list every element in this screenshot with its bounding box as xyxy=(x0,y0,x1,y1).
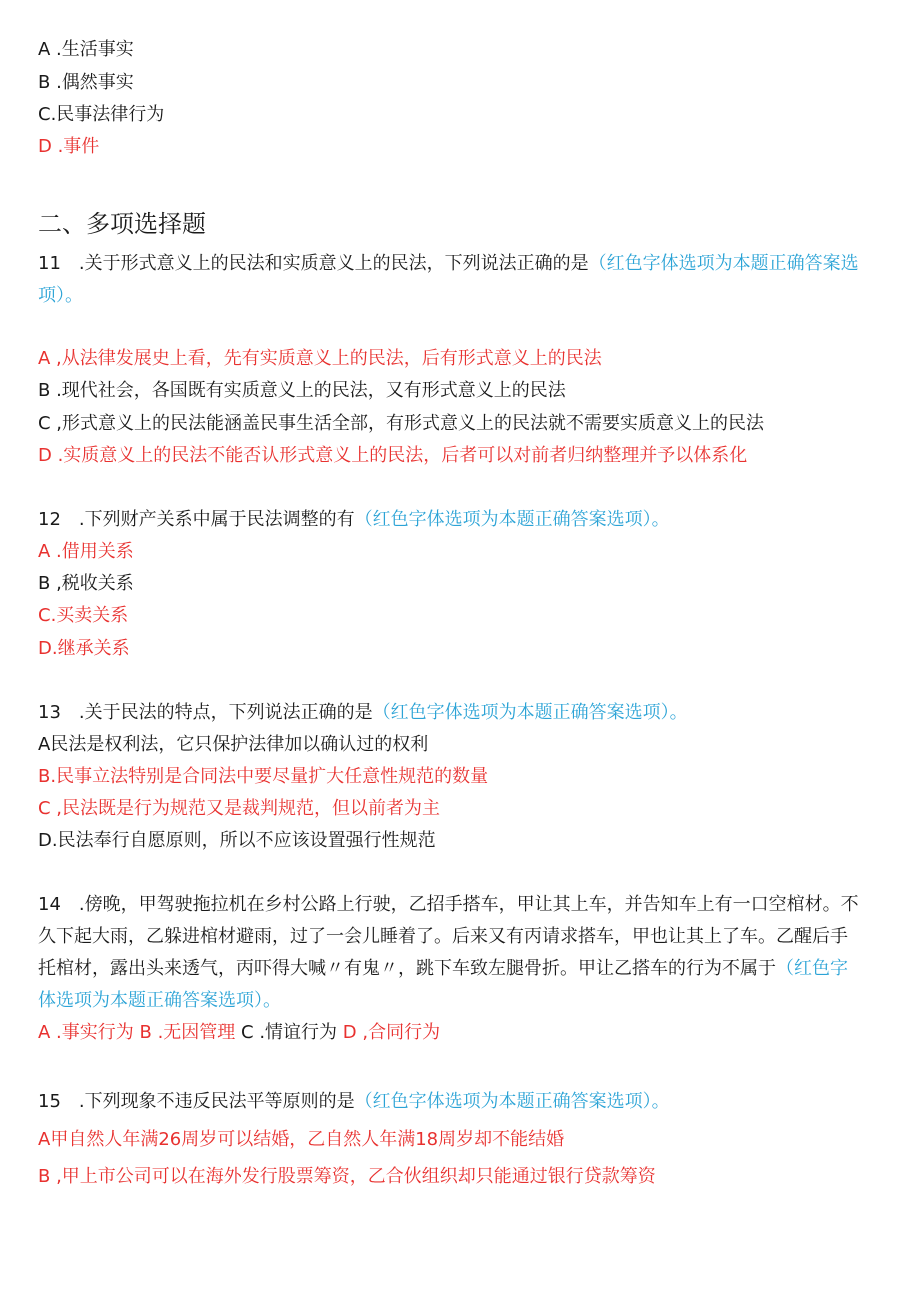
q12-stem-text: 12 .下列财产关系中属于民法调整的有 xyxy=(38,509,355,530)
q12-hint: （红色字体选项为本题正确答案选项）。 xyxy=(354,509,670,530)
q11-stem-text: 11 .关于形式意义上的民法和实质意义上的民法，下列说法正确的是 xyxy=(38,253,589,274)
q13-hint: （红色字体选项为本题正确答案选项）。 xyxy=(372,702,688,723)
q12-option-b: B ,税收关系 xyxy=(38,573,134,594)
q15-option-b: B ,甲上市公司可以在海外发行股票筹资，乙合伙组织却只能通过银行贷款筹资 xyxy=(38,1166,656,1187)
q14-stem-line2: 久下起大雨，乙躲进棺材避雨，过了一会儿睡着了。后来又有丙请求搭车，甲也让其上了车。乙醒后手 xyxy=(38,926,848,947)
prev-option-a: A .生活事实 xyxy=(38,39,134,60)
prev-option-b: B .偶然事实 xyxy=(38,72,134,93)
q13-stem xyxy=(38,697,688,729)
q14-option-a: A .事实行为 xyxy=(38,1022,134,1043)
q11-option-c: C ,形式意义上的民法能涵盖民事生活全部，有形式意义上的民法就不需要实质意义上的民法 xyxy=(38,413,765,434)
q14-stem-line3 xyxy=(38,953,848,985)
q14-option-c: C .情谊行为 xyxy=(241,1022,338,1043)
q13-option-d: D.民法奉行自愿原则，所以不应该设置强行性规范 xyxy=(38,830,436,851)
q11-hint-cont: 项）。 xyxy=(38,285,83,306)
q11-option-b: B .现代社会，各国既有实质意义上的民法，又有形式意义上的民法 xyxy=(38,380,566,401)
q13-stem-text: 13 .关于民法的特点，下列说法正确的是 xyxy=(38,702,373,723)
q11-hint: （红色字体选项为本题正确答案选 xyxy=(588,253,859,274)
q11-option-a: A ,从法律发展史上看，先有实质意义上的民法，后有形式意义上的民法 xyxy=(38,348,602,369)
q14-stem-line3-text: 托棺材，露出头来透气，丙吓得大喊〃有鬼〃，跳下车致左腿骨折。甲让乙搭车的行为不属于 xyxy=(38,958,776,979)
q12-option-d: D.继承关系 xyxy=(38,638,130,659)
q14-hint: （红色字 xyxy=(776,958,848,979)
q13-option-a: A民法是权利法，它只保护法律加以确认过的权利 xyxy=(38,734,429,755)
section-heading: 二、多项选择题 xyxy=(38,210,206,238)
q13-option-c: C ,民法既是行为规范又是裁判规范，但以前者为主 xyxy=(38,798,441,819)
q15-hint: （红色字体选项为本题正确答案选项）。 xyxy=(354,1091,670,1112)
q12-stem xyxy=(38,504,670,536)
q15-option-a: A甲自然人年满26周岁可以结婚，乙自然人年满18周岁却不能结婚 xyxy=(38,1129,565,1150)
q15-stem-text: 15 .下列现象不违反民法平等原则的是 xyxy=(38,1091,355,1112)
q13-option-b: B.民事立法特别是合同法中要尽量扩大任意性规范的数量 xyxy=(38,766,489,787)
q12-option-c: C.买卖关系 xyxy=(38,605,129,626)
q12-option-a: A .借用关系 xyxy=(38,541,134,562)
q14-options xyxy=(38,1017,440,1049)
q14-stem-line1: 14 .傍晚，甲驾驶拖拉机在乡村公路上行驶，乙招手搭车，甲让其上车，并告知车上有一口空棺材。不 xyxy=(38,894,859,915)
q14-option-b: B .无因管理 xyxy=(139,1022,236,1043)
prev-option-c: C.民事法律行为 xyxy=(38,104,165,125)
q11-option-d: D .实质意义上的民法不能否认形式意义上的民法，后者可以对前者归纳整理并予以体系化 xyxy=(38,445,748,466)
q15-stem xyxy=(38,1086,670,1118)
q14-hint-cont: 体选项为本题正确答案选项）。 xyxy=(38,990,281,1011)
q14-option-d: D ,合同行为 xyxy=(342,1022,441,1043)
q11-stem xyxy=(38,248,859,280)
prev-option-d: D .事件 xyxy=(38,136,100,157)
